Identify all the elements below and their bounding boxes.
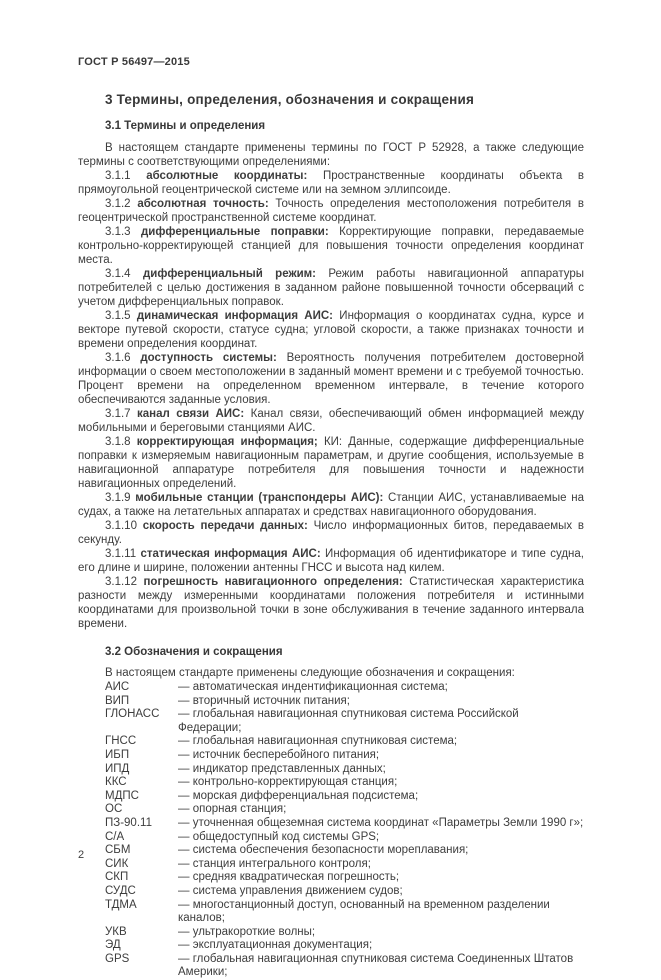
section-title: 3 Термины, определения, обозначения и сокращения xyxy=(105,92,475,107)
term-item xyxy=(78,491,584,519)
doc-header: ГОСТ Р 56497—2015 xyxy=(78,56,190,68)
abbr-row xyxy=(105,939,584,953)
term-definition: Статистическая характеристика разности между измеренными координатами положения потребителя и истинными координатами для произвольной точки в зоне обслуживания в течение заданного интервала времени. xyxy=(78,576,584,630)
abbr-row xyxy=(105,803,584,817)
term-name: абсолютная точность: xyxy=(137,198,269,210)
term-item xyxy=(78,197,584,225)
term-item xyxy=(78,309,584,351)
abbr-definition: — система обеспечения безопасности мореплавания; xyxy=(178,844,469,857)
abbr-definition: — автоматическая индентификационная система; xyxy=(178,681,448,693)
term-item xyxy=(78,225,584,267)
term-item xyxy=(78,547,584,575)
abbr-intro: В настоящем стандарте применены следующие обозначения и сокращения: xyxy=(105,667,515,679)
term-name: скорость передачи данных: xyxy=(142,520,308,532)
abbr-key: АИС xyxy=(105,681,130,693)
abbr-row xyxy=(105,844,584,858)
abbr-key: ИПД xyxy=(105,762,130,775)
abbr-definition: — опорная станция; xyxy=(178,803,287,816)
term-number: 3.1.7 xyxy=(105,408,131,420)
abbr-definition: — морская дифференциальная подсистема; xyxy=(178,789,419,802)
terms-list xyxy=(78,169,584,631)
term-name: мобильные станции (транспондеры АИС): xyxy=(135,492,384,504)
abbr-definition: — глобальная навигационная спутниковая система; xyxy=(178,735,458,748)
term-definition: Режим работы навигационной аппаратуры потребителей с целью достижения в заданном районе повышенной точности обсерваций с учетом дифференциальных поправок. xyxy=(78,268,584,308)
abbr-row xyxy=(105,885,584,899)
page-number: 2 xyxy=(78,849,85,861)
abbr-definition: — вторичный источник питания; xyxy=(178,694,350,707)
abbr-row xyxy=(105,899,584,926)
abbr-key: GPS xyxy=(105,952,130,965)
term-name: дифференциальные поправки: xyxy=(141,226,329,238)
abbr-definition: — система управления движением судов; xyxy=(178,884,403,897)
abbr-definition: — общедоступный код системы GPS; xyxy=(178,830,380,843)
term-item xyxy=(78,351,584,407)
term-number: 3.1.5 xyxy=(105,310,131,322)
term-name: динамическая информация АИС: xyxy=(136,310,334,322)
abbr-definition: — средняя квадратическая погрешность; xyxy=(178,871,400,884)
abbr-row xyxy=(105,817,584,831)
abbr-row xyxy=(105,776,584,790)
term-number: 3.1.6 xyxy=(105,352,131,364)
term-number: 3.1.2 xyxy=(105,198,131,210)
abbr-definition: — многостанционный доступ, основанный на временном разделении каналов; xyxy=(178,898,550,925)
abbr-key: УКВ xyxy=(105,925,127,938)
abbr-row xyxy=(105,763,584,777)
abbr-row xyxy=(105,831,584,845)
abbr-key: ИБП xyxy=(105,748,130,761)
term-definition: Информация об идентификаторе и типе судна, его длине и ширине, положении антенны ГНСС и высота над килем. xyxy=(78,548,584,574)
abbr-key: СИК xyxy=(105,857,129,870)
abbr-row xyxy=(105,749,584,763)
abbr-list xyxy=(78,681,584,980)
term-number: 3.1.10 xyxy=(105,520,137,532)
abbr-definition: — источник бесперебойного питания; xyxy=(178,748,380,761)
abbr-key: ГНСС xyxy=(105,735,137,748)
term-name: канал связи АИС: xyxy=(137,408,245,420)
abbr-row xyxy=(105,790,584,804)
term-number: 3.1.12 xyxy=(105,576,137,588)
abbr-key: МДПС xyxy=(105,789,139,802)
abbr-definition: — станция интегрального контроля; xyxy=(178,857,371,870)
term-definition: Пространственные координаты объекта в прямоугольной геоцентрической системе или на земном эллипсоиде. xyxy=(78,170,585,196)
abbr-key: ТДМА xyxy=(105,898,137,911)
term-item xyxy=(78,169,584,197)
abbr-key: СБМ xyxy=(105,844,131,857)
term-name: дифференциальный режим: xyxy=(142,268,316,280)
abbr-row xyxy=(105,695,584,709)
abbr-row xyxy=(105,708,584,735)
term-name: абсолютные координаты: xyxy=(146,170,308,182)
abbr-key: ОС xyxy=(105,803,123,816)
term-item xyxy=(78,575,584,631)
abbr-row xyxy=(105,953,584,980)
abbr-definition: — уточненная общеземная система координат «Параметры Земли 1990 г»; xyxy=(178,816,584,829)
abbr-key: ВИП xyxy=(105,694,130,707)
term-item xyxy=(78,519,584,547)
terms-heading: 3.1 Термины и определения xyxy=(105,120,266,132)
term-number: 3.1.9 xyxy=(105,492,131,504)
abbr-row xyxy=(105,735,584,749)
abbr-key: ЭД xyxy=(105,939,121,952)
term-item xyxy=(78,267,584,309)
term-number: 3.1.4 xyxy=(105,268,131,280)
abbr-key: ГЛОНАСС xyxy=(105,708,160,721)
abbr-key: ПЗ-90.11 xyxy=(105,816,152,829)
abbr-row xyxy=(105,681,584,695)
term-name: доступность системы: xyxy=(140,352,277,364)
term-number: 3.1.1 xyxy=(105,170,131,182)
term-name: статическая информация АИС: xyxy=(140,548,321,560)
abbr-definition: — глобальная навигационная спутниковая система Российской Федерации; xyxy=(178,708,519,734)
abbr-row xyxy=(105,926,584,940)
term-number: 3.1.11 xyxy=(105,548,137,560)
term-definition: КИ: Данные, содержащие дифференциальные поправки к измеряемым навигационным параметрам, и другие сообщения, используемые в навигационной аппаратуре потребителя для повышения точности и надежности навигационных определений. xyxy=(78,436,584,490)
terms-intro: В настоящем стандарте применены термины по ГОСТ Р 52928, а также следующие термины с соответствующими определениями: xyxy=(78,142,584,168)
term-item xyxy=(78,407,584,435)
term-number: 3.1.8 xyxy=(105,436,131,448)
abbr-key: СКП xyxy=(105,871,129,884)
abbr-row xyxy=(105,858,584,872)
abbr-definition: — глобальная навигационная спутниковая система Соединенных Штатов Америки; xyxy=(178,952,574,979)
term-number: 3.1.3 xyxy=(105,226,131,238)
term-definition: Информация о координатах судна, курсе и векторе путевой скорости, статусе судна; угловой скорости, а также признаках точности и времени определения координат. xyxy=(78,310,584,350)
abbr-definition: — ультракороткие волны; xyxy=(178,925,316,938)
abbr-key: ККС xyxy=(105,776,127,789)
abbr-key: СУДС xyxy=(105,884,136,897)
term-definition: Точность определения местоположения потребителя в геоцентрической пространственной системе координат. xyxy=(78,198,584,224)
abbr-definition: — эксплуатационная документация; xyxy=(178,939,373,952)
abbr-definition: — индикатор представленных данных; xyxy=(178,762,386,775)
abbr-key: С/А xyxy=(105,830,125,843)
term-definition: Станции АИС, устанавливаемые на судах, а также на летательных аппаратах и средствах навигационного оборудования. xyxy=(78,492,584,518)
abbr-heading: 3.2 Обозначения и сокращения xyxy=(105,646,283,658)
term-name: корректирующая информация; xyxy=(136,436,318,448)
term-definition: Вероятность получения потребителем достоверной информации о своем местоположении в заданный момент времени и с требуемой точностью. Процент времени на определенном временном интервале, в течение которого обеспечиваются заданные условия. xyxy=(78,352,585,406)
term-item xyxy=(78,435,584,491)
term-name: погрешность навигационного определения: xyxy=(143,576,403,588)
term-definition: Канал связи, обеспечивающий обмен информацией между мобильными и береговыми станциями АИС. xyxy=(78,408,584,434)
term-definition: Корректирующие поправки, передаваемые контрольно-корректирующей станцией для повышения точности определения координат места. xyxy=(78,226,584,266)
abbr-definition: — контрольно-корректирующая станция; xyxy=(178,776,398,789)
abbr-row xyxy=(105,871,584,885)
term-definition: Число информационных битов, передаваемых в секунду. xyxy=(78,520,584,546)
